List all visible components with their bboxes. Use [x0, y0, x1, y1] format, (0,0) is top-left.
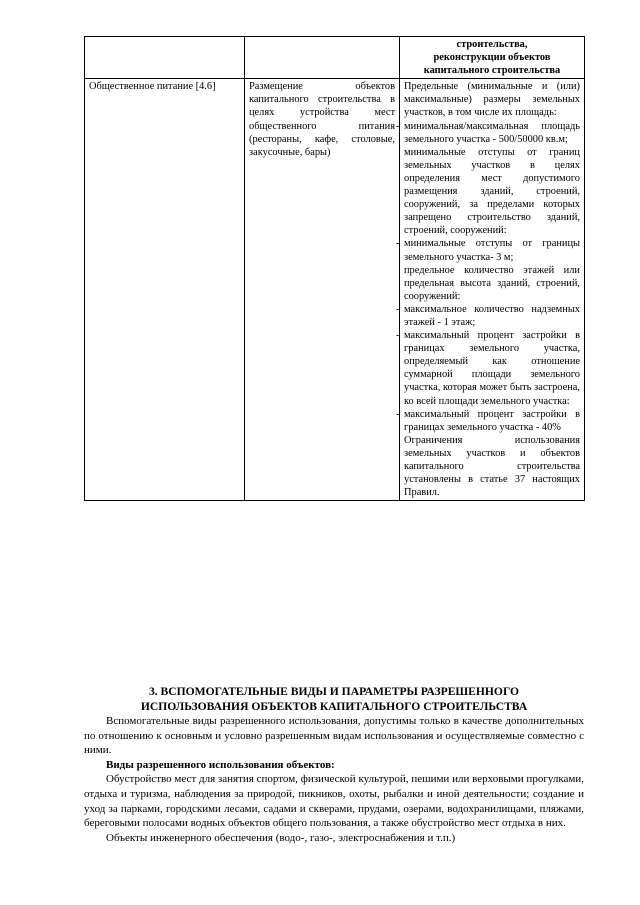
bullet-mark: - [396, 238, 400, 250]
table-row [85, 79, 585, 501]
body-paragraph: Объекты инженерного обеспечения (водо-, газо-, электроснабжения и т.п.) [106, 831, 456, 844]
section-title: ИСПОЛЬЗОВАНИЯ ОБЪЕКТОВ КАПИТАЛЬНОГО СТРОИТЕЛЬСТВА [140, 700, 528, 713]
section-auxiliary-uses [84, 684, 584, 845]
param-text: максимальный процент застройки в границах земельного участка - 40% [404, 408, 580, 433]
use-type-cell: Общественное питание [4.6] [85, 79, 245, 501]
header-cell-use-type [85, 37, 245, 79]
intro-paragraph: Вспомогательные виды разрешенного использования, допустимы только в качестве дополнительных по отношению к основным и условно разрешенным видам использования и осуществляемые совместно с ними. [84, 715, 584, 757]
regulations-table [84, 36, 585, 501]
parameters-cell [396, 79, 585, 501]
param-text: минимальные отступы от границы земельного участка- 3 м; [404, 238, 580, 263]
description-cell: Размещение объектов капитального строительства в целях устройства мест общественного питания (рестораны, кафе, столовые, закусочные, бары) [245, 79, 400, 501]
param-bullet-item [396, 408, 580, 434]
header-line: реконструкции объектов [433, 52, 551, 64]
header-line: капитального строительства [423, 65, 561, 77]
param-text: минимальные отступы от границ земельных участков в целях определения мест допустимого размещения зданий, строений, сооружений, за пределами которых запрещено строительство зданий, строений, сооружений: [404, 146, 580, 237]
bullet-mark: - [396, 120, 400, 132]
param-text: предельное количество этажей или предельная высота зданий, строений, сооружений: [404, 264, 580, 302]
param-text: максимальное количество надземных этажей - 1 этаж; [404, 303, 580, 328]
param-bullet-item [396, 120, 580, 146]
bullet-mark: - [396, 330, 400, 342]
param-text: максимальный процент застройки в границах земельного участка, определяемый как отношение суммарной площади земельного участка, которая может быть застроена, ко всей площади земельного участка: [404, 330, 580, 407]
param-text: минимальная/максимальная площадь земельного участка - 500/50000 кв.м; [404, 120, 580, 145]
param-text: Предельные (минимальные и (или) максимальные) размеры земельных участков, в том числе их площадь: [404, 81, 580, 119]
body-paragraph: Обустройство мест для занятия спортом, физической культурой, пешими или верховыми прогулками, отдыха и туризма, наблюдения за природой, пикников, охоты, рыбалки и иной деятельности; создание и уход за парками, городскими лесами, садами и скверами, прудами, озерами, водохранилищами, пляжами, береговыми полосами водных объектов общего пользования, а также обустройство мест отдыха в них. [84, 773, 584, 830]
header-line: строительства, [456, 39, 528, 50]
subheading: Виды разрешенного использования объектов: [106, 758, 335, 771]
header-cell-parameters [400, 37, 585, 79]
bullet-mark: - [396, 408, 400, 420]
param-bullet-item [396, 329, 580, 408]
section-title: 3. ВСПОМОГАТЕЛЬНЫЕ ВИДЫ И ПАРАМЕТРЫ РАЗРЕШЕННОГО [148, 685, 520, 698]
table-header-row [85, 37, 585, 79]
param-bullet-item [396, 303, 580, 329]
param-text: Ограничения использования земельных участков и объектов капитального строительства установлены в статье 37 настоящих Правил. [404, 434, 580, 499]
bullet-mark: - [396, 303, 400, 315]
header-cell-description [245, 37, 400, 79]
param-bullet-item [396, 237, 580, 263]
